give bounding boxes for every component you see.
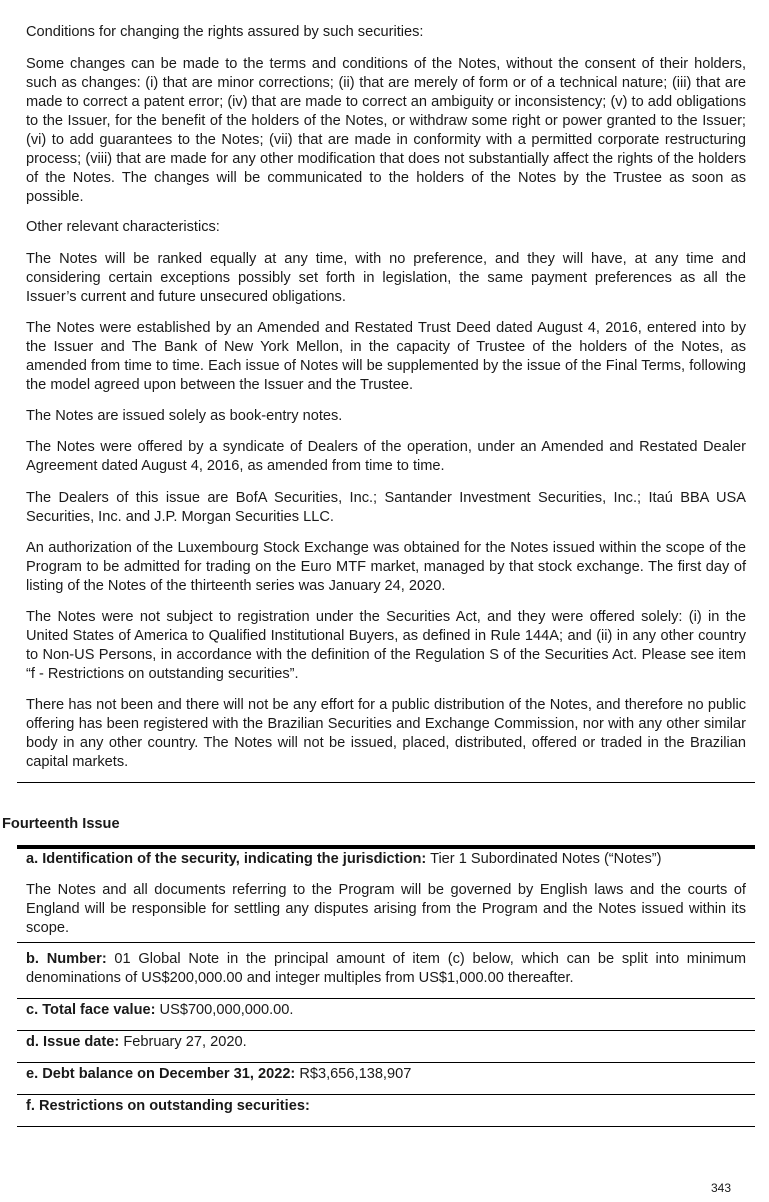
row-divider: [17, 1094, 755, 1095]
item-e-debt-balance: [26, 1065, 746, 1084]
item-b-number: [26, 950, 746, 988]
ranking-paragraph: The Notes will be ranked equally at any time, with no preference, and they will have, at any time and considering certain exceptions possibly set forth in legislation, the same payment preferences as all the Issuer’s current and future unsecured obligations.: [26, 251, 746, 305]
item-d-label: d. Issue date:: [26, 1034, 120, 1050]
item-c-label: c. Total face value:: [26, 1002, 156, 1018]
registration-paragraph: The Notes were not subject to registration under the Securities Act, and they were offered solely: (i) in the United States of America to Qualified Institutional Buyers, as defined in Rule 144A; and (ii) in any other country to Non-US Persons, in accordance with the definition of the Regulation S of the Securities Act. Please see item “f - Restrictions on outstanding securities”.: [26, 609, 746, 682]
conditions-paragraph: Some changes can be made to the terms and conditions of the Notes, without the consent of their holders, such as changes: (i) that are minor corrections; (ii) that are merely of form or of a technical nature; (iii) that are made to correct a patent error; (iv) that are made to correct an ambiguity or inconsistency; (v) to add obligations to the Issuer, for the benefit of the holders of the Notes, or withdraw some right or power granted to the Issuer; (vi) to add guarantees to the Notes; (vii) that are made in conformity with a permitted corporate restructuring process; (viii) that are made for any other modification that does not substantially affect the rights of the holders of the Notes. The changes will be communicated to the holders of the Notes by the Trustee as soon as possible.: [26, 56, 746, 205]
item-e-label: e. Debt balance on December 31, 2022:: [26, 1066, 296, 1082]
item-c-total-face-value: [26, 1001, 746, 1020]
trust-deed-paragraph: The Notes were established by an Amended and Restated Trust Deed dated August 4, 2016, entered into by the Issuer and The Bank of New York Mellon, in the capacity of Trustee of the holders of the Notes, as amended from time to time. Each issue of Notes will be supplemented by the issue of the Final Terms, following the model agreed upon between the Issuer and the Trustee.: [26, 320, 746, 393]
dealer-agreement-paragraph: The Notes were offered by a syndicate of Dealers of the operation, under an Amended and Restated Dealer Agreement dated August 4, 2016, as amended from time to time.: [26, 439, 746, 474]
conditions-heading: Conditions for changing the rights assured by such securities:: [26, 24, 424, 40]
page-number: 343: [711, 1181, 732, 1195]
other-characteristics-heading: Other relevant characteristics:: [26, 219, 220, 235]
item-b-label: b. Number:: [26, 951, 107, 967]
listing-paragraph: An authorization of the Luxembourg Stock Exchange was obtained for the Notes issued within the scope of the Program to be admitted for trading on the Euro MTF market, managed by that stock exchange. The first day of listing of the Notes of the thirteenth series was January 24, 2020.: [26, 540, 746, 594]
dealers-paragraph: The Dealers of this issue are BofA Securities, Inc.; Santander Investment Securities, Inc.; Itaú BBA USA Securities, Inc. and J.P. Morgan Securities LLC.: [26, 490, 746, 525]
fourteenth-issue-heading: Fourteenth Issue: [2, 816, 120, 832]
table-bottom-rule: [17, 1126, 755, 1127]
item-c-value: US$700,000,000.00.: [155, 1002, 294, 1018]
row-divider: [17, 1062, 755, 1063]
table-top-rule: [17, 845, 755, 849]
book-entry-paragraph: The Notes are issued solely as book-entry notes.: [26, 408, 343, 424]
row-divider: [17, 998, 755, 999]
row-divider: [17, 942, 755, 943]
public-distribution-paragraph: There has not been and there will not be any effort for a public distribution of the Notes, and therefore no public offering has been registered with the Brazilian Securities and Exchange Commission, nor with any other similar body in any other country. The Notes will not be issued, placed, distributed, offered or traded in the Brazilian capital markets.: [26, 697, 746, 770]
item-f-restrictions: [26, 1097, 746, 1116]
item-a-value: Tier 1 Subordinated Notes (“Notes”): [426, 851, 662, 867]
item-a-jurisdiction-text: The Notes and all documents referring to the Program will be governed by English laws and the courts of England will be responsible for settling any disputes arising from the Program and the Notes issued within its scope.: [26, 882, 746, 936]
row-divider: [17, 1030, 755, 1031]
item-a-label: a. Identification of the security, indicating the jurisdiction:: [26, 851, 427, 867]
item-d-issue-date: [26, 1033, 746, 1052]
item-d-value: February 27, 2020.: [119, 1034, 247, 1050]
item-f-label: f. Restrictions on outstanding securities:: [26, 1098, 310, 1114]
section-divider: [17, 782, 755, 783]
item-e-value: R$3,656,138,907: [295, 1066, 412, 1082]
item-b-value: 01 Global Note in the principal amount of item (c) below, which can be split into minimum denominations of US$200,000.00 and integer multiples from US$1,000.00 thereafter.: [26, 951, 746, 986]
item-a-identification: [26, 850, 746, 869]
